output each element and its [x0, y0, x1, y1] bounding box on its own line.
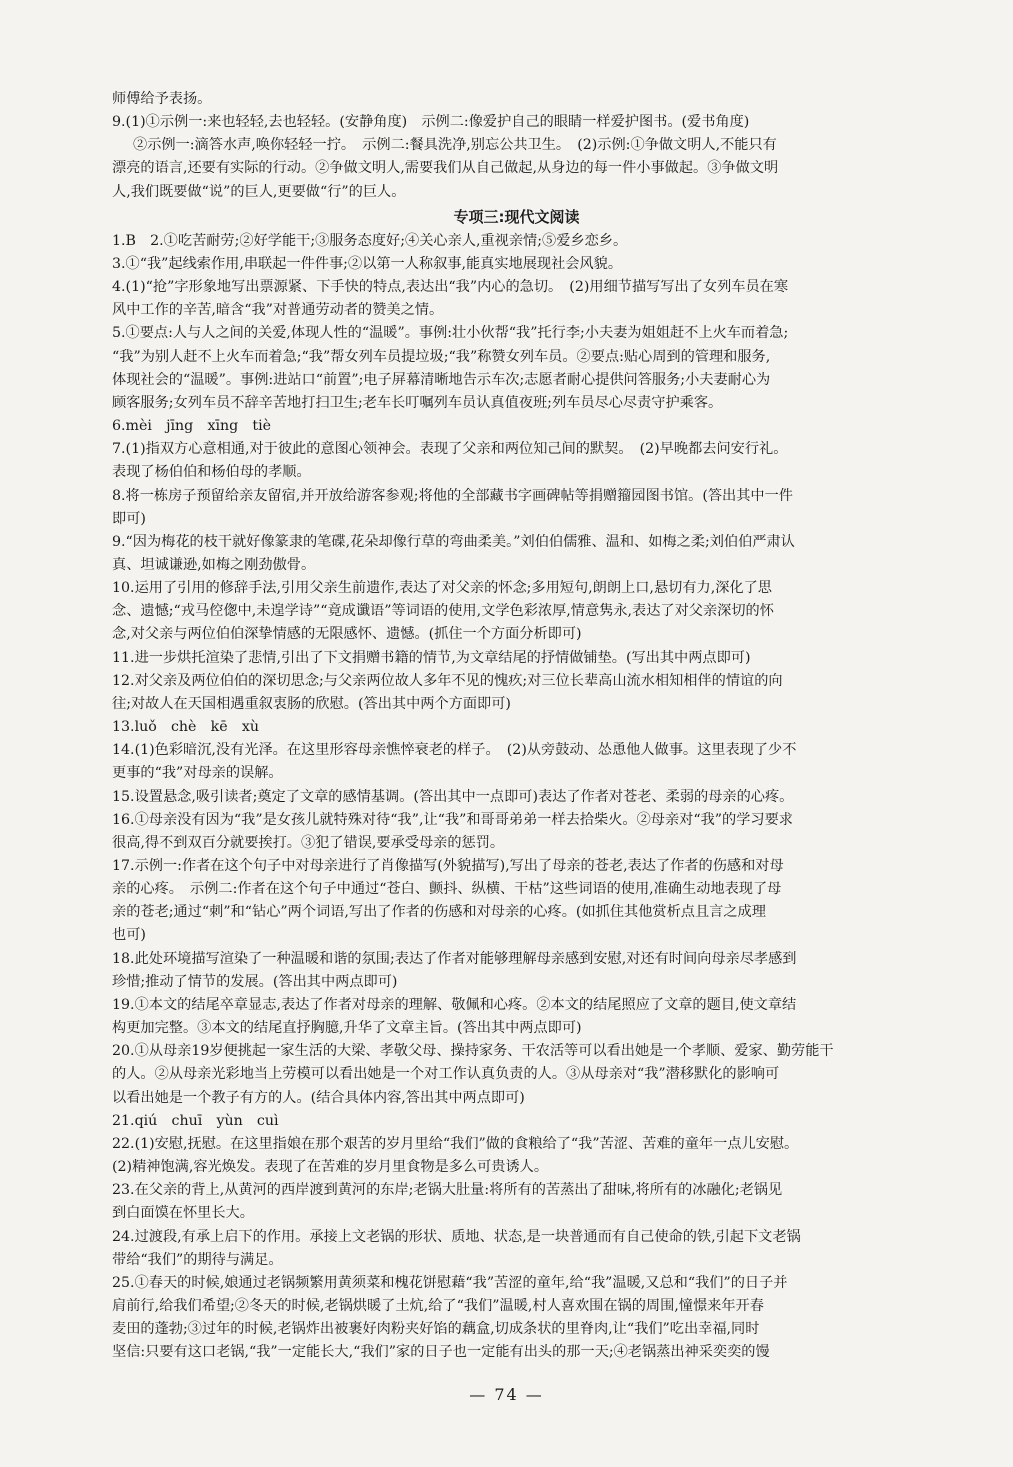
answer-first-line: 22.(1)安慰,抚慰。在这里指娘在那个艰苦的岁月里给“我们”做的食粮给了“我”苦涩、苦难的童年一点儿安慰。	[112, 1135, 799, 1152]
answer-item	[112, 485, 921, 531]
answer-first-line: 3.①“我”起线索作用,串联起一件件事;②以第一人称叙事,能真实地展现社会风貌。	[112, 255, 623, 272]
answer-continuation-line: 亲的苍老;通过“刺”和“钻心”两个词语,写出了作者的伤感和对母亲的心疼。(如抓住其他赏析点且言之成理	[112, 904, 766, 921]
answer-item	[112, 739, 921, 785]
answer-item	[112, 276, 921, 322]
answer-first-line: 5.①要点:人与人之间的关爱,体现人性的“温暖”。事例:壮小伙帮“我”托行李;小夫妻为姐姐赶不上火车而着急;	[112, 325, 789, 342]
answer-first-line: 7.(1)指双方心意相通,对于彼此的意图心领神会。表现了父亲和两位知己间的默契。 (2)早晚都去问安行礼。	[112, 441, 788, 458]
answer-first-line: 4.(1)“抢”字形象地写出票源紧、下手快的特点,表达出“我”内心的急切。 (2)用细节描写写出了女列车员在寒	[112, 279, 789, 296]
answer-first-line: 20.①从母亲19岁便挑起一家生活的大梁、孝敬父母、操持家务、干农活等可以看出她是一个孝顺、爱家、勤劳能干	[112, 1043, 834, 1060]
answer-first-line: 15.设置悬念,吸引读者;奠定了文章的感情基调。(答出其中一点即可)表达了作者对苍老、柔弱的母亲的心疼。	[112, 788, 794, 805]
answer-first-line: 24.过渡段,有承上启下的作用。承接上文老锅的形状、质地、状态,是一块普通而有自己使命的铁,引起下文老锅	[112, 1228, 801, 1245]
answer-continuation-line: 肩前行,给我们希望;②冬天的时候,老锅烘暖了土炕,给了“我们”温暖,村人喜欢围在锅的周围,憧憬来年开春	[112, 1297, 764, 1314]
answer-continuation-line: 即可)	[112, 510, 146, 527]
answer-continuation-line: 以看出她是一个教子有方的人。(结合具体内容,答出其中两点即可)	[112, 1089, 525, 1106]
answer-item	[112, 647, 921, 670]
answer-first-line: 21.qiú chuī yùn cuì	[112, 1112, 279, 1129]
answer-list	[112, 230, 921, 1365]
answer-item	[112, 253, 921, 276]
previous-section-tail	[112, 88, 921, 204]
answer-first-line: 18.此处环境描写渲染了一种温暖和谐的氛围;表达了作者对能够理解母亲感到安慰,对还有时间向母亲尽孝感到	[112, 950, 797, 967]
answer-continuation-line: 表现了杨伯伯和杨伯母的孝顺。	[112, 464, 311, 481]
text-line: 师傅给予表扬。	[112, 91, 212, 107]
answer-continuation-line: “我”为别人赶不上火车而着急;“我”帮女列车员提垃圾;“我”称赞女列车员。②要点:贴心周到的管理和服务,	[112, 348, 771, 365]
answer-item	[112, 1110, 921, 1133]
page-number: — 74 —	[469, 1385, 544, 1404]
answer-first-line: 23.在父亲的背上,从黄河的西岸渡到黄河的东岸;老锅大肚量:将所有的苦蒸出了甜味,将所有的冰融化;老锅见	[112, 1182, 783, 1199]
answer-item	[112, 855, 921, 948]
answer-first-line: 1.B 2.①吃苦耐劳;②好学能干;③服务态度好;④关心亲人,重视亲情;⑤爱乡恋乡。	[112, 232, 628, 249]
answer-item	[112, 577, 921, 646]
answer-continuation-line: 念、遗憾;“戎马倥偬中,未遑学诗”“竟成谶语”等词语的使用,文学色彩浓厚,情意隽永,表达了对父亲深切的怀	[112, 603, 774, 620]
answer-item	[112, 1179, 921, 1225]
answer-continuation-line: 真、坦诚谦逊,如梅之刚劲傲骨。	[112, 556, 316, 573]
answer-continuation-line: 麦田的蓬勃;③过年的时候,老锅炸出被裹好肉粉夹好馅的藕盒,切成条状的里脊肉,让“我们”吃出幸福,同时	[112, 1321, 760, 1338]
answer-continuation-line: 更事的“我”对母亲的误解。	[112, 765, 283, 782]
answer-first-line: 8.将一栋房子预留给亲友留宿,并开放给游客参观;将他的全部藏书字画碑帖等捐赠籀园图书馆。(答出其中一件	[112, 487, 793, 504]
answer-item	[112, 1133, 921, 1179]
answer-first-line: 9.“因为梅花的枝干就好像篆隶的笔碟,花朵却像行草的弯曲柔美。”刘伯伯儒雅、温和、如梅之柔;刘伯伯严肃认	[112, 533, 795, 550]
answer-first-line: 11.进一步烘托渲染了悲情,引出了下文捐赠书籍的情节,为文章结尾的抒情做铺垫。(写出其中两点即可)	[112, 649, 751, 666]
answer-item	[112, 322, 921, 415]
answer-item	[112, 786, 921, 809]
answer-first-line: 6.mèi jīng xīng tiè	[112, 418, 272, 435]
answer-first-line: 10.运用了引用的修辞手法,引用父亲生前遗作,表达了对父亲的怀念;多用短句,朗朗上口,悬切有力,深化了思	[112, 580, 772, 597]
answer-item	[112, 716, 921, 739]
answer-item	[112, 438, 921, 484]
answer-continuation-line: 顾客服务;女列车员不辞辛苦地打扫卫生;老车长叮嘱列车员认真值夜班;列车员尽心尽责守护乘客。	[112, 394, 723, 411]
answer-item	[112, 994, 921, 1040]
answer-continuation-line: 亲的心疼。 示例二:作者在这个句子中通过“苍白、颤抖、纵横、干枯”这些词语的使用,准确生动地表现了母	[112, 881, 782, 898]
answer-continuation-line: 很高,得不到双百分就要挨打。③犯了错误,要承受母亲的惩罚。	[112, 834, 505, 851]
text-line: ②示例一:滴答水声,唤你轻轻一拧。 示例二:餐具洗净,别忘公共卫生。 (2)示例:①争做文明人,不能只有	[133, 137, 777, 154]
answer-continuation-line: 构更加完整。③本文的结尾直抒胸臆,升华了文章主旨。(答出其中两点即可)	[112, 1020, 582, 1037]
answer-first-line: 16.①母亲没有因为“我”是女孩儿就特殊对待“我”,让“我”和哥哥弟弟一样去拾柴火。②母亲对“我”的学习要求	[112, 811, 793, 828]
answer-continuation-line: 到白面馍在怀里长大。	[112, 1205, 254, 1222]
answer-first-line: 13.luǒ chè kē xù	[112, 719, 259, 736]
answer-item	[112, 415, 921, 438]
answer-item	[112, 230, 921, 253]
text-line: 漂亮的语言,还要有实际的行动。②争做文明人,需要我们从自己做起,从身边的每一件小事做起。③争做文明	[112, 160, 779, 177]
text-line: 人,我们既要做“说”的巨人,更要做“行”的巨人。	[112, 183, 406, 200]
answer-first-line: 17.示例一:作者在这个句子中对母亲进行了肖像描写(外貌描写),写出了母亲的苍老,表达了作者的伤感和对母	[112, 858, 784, 874]
answer-item	[112, 1226, 921, 1272]
answer-continuation-line: (2)精神饱满,容光焕发。表现了在苦难的岁月里食物是多么可贵诱人。	[112, 1159, 549, 1176]
answer-first-line: 25.①春天的时候,娘通过老锅频繁用黄须菜和槐花饼慰藉“我”苦涩的童年,给“我”温暖,又总和“我们”的日子并	[112, 1274, 788, 1291]
section-title: 专项三:现代文阅读	[453, 207, 580, 226]
answer-item	[112, 531, 921, 577]
answer-continuation-line: 体现社会的“温暖”。事例:进站口“前置”;电子屏幕清晰地告示车次;志愿者耐心提供问答服务;小夫妻耐心为	[112, 371, 771, 388]
answer-item	[112, 948, 921, 994]
answer-first-line: 12.对父亲及两位伯伯的深切思念;与父亲两位故人多年不见的愧疚;对三位长辈高山流水相知相伴的情谊的向	[112, 672, 783, 689]
answer-item	[112, 670, 921, 716]
answer-continuation-line: 的人。②从母亲光彩地当上劳模可以看出她是一个对工作认真负责的人。③从母亲对“我”潜移默化的影响可	[112, 1066, 780, 1083]
answer-continuation-line: 往;对故人在天国相遇重叙衷肠的欣慰。(答出其中两个方面即可)	[112, 695, 511, 712]
text-line: 9.(1)①示例一:来也轻轻,去也轻轻。(安静角度) 示例二:像爱护自己的眼睛一样爱护图书。(爱书角度)	[112, 114, 750, 131]
answer-continuation-line: 也可)	[112, 927, 146, 944]
answer-first-line: 19.①本文的结尾卒章显志,表达了作者对母亲的理解、敬佩和心疼。②本文的结尾照应了文章的题目,使文章结	[112, 996, 797, 1013]
answer-continuation-line: 带给“我们”的期待与满足。	[112, 1251, 283, 1268]
answer-item	[112, 1040, 921, 1109]
answer-item	[112, 1272, 921, 1365]
answer-item	[112, 809, 921, 855]
answer-first-line: 14.(1)色彩暗沉,没有光泽。在这里形容母亲憔悴衰老的样子。 (2)从旁鼓动、怂恿他人做事。这里表现了少不	[112, 742, 797, 759]
answer-continuation-line: 坚信:只要有这口老锅,“我”一定能长大,“我们”家的日子也一定能有出头的那一天;④老锅蒸出神采奕奕的馒	[112, 1344, 770, 1361]
answer-continuation-line: 风中工作的辛苦,暗含“我”对普通劳动者的赞美之情。	[112, 302, 444, 319]
answer-continuation-line: 念,对父亲与两位伯伯深挚情感的无限感怀、遗憾。(抓住一个方面分析即可)	[112, 626, 582, 643]
answer-continuation-line: 珍惜;推动了情节的发展。(答出其中两点即可)	[112, 973, 398, 990]
